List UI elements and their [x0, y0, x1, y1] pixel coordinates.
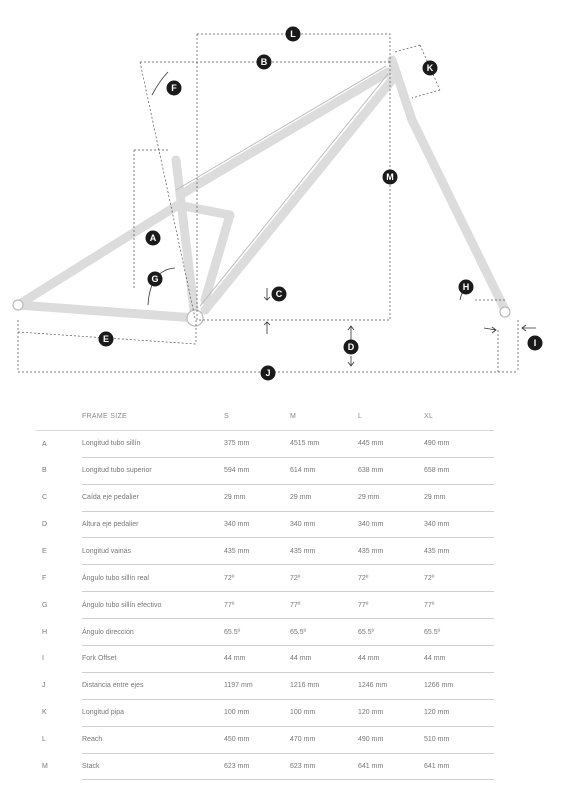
- label-f-badge: [167, 81, 182, 96]
- bb-height-arrow-bottom: [348, 356, 354, 366]
- row-measure-name: Fork Offset: [82, 646, 224, 673]
- top-tube: [180, 72, 388, 195]
- label-g-badge: [148, 272, 163, 287]
- offset-arrow-left: [484, 327, 496, 333]
- header-size-xl: XL: [424, 404, 494, 430]
- row-value-m: 614 mm: [290, 457, 358, 484]
- svg-text:G: G: [151, 274, 159, 284]
- row-letter: H: [42, 628, 48, 636]
- row-value-m: 44 mm: [290, 646, 358, 673]
- label-j-badge: [261, 366, 276, 381]
- row-value-m: 65.5º: [290, 619, 358, 646]
- bike-frame-geometry-diagram: [0, 0, 569, 390]
- label-l-badge: [286, 27, 301, 42]
- table-header-row: [36, 404, 494, 430]
- row-value-l: 65.5º: [358, 619, 424, 646]
- row-value-s: 65.5º: [224, 619, 290, 646]
- svg-text:B: B: [260, 57, 268, 67]
- row-value-xl: 641 mm: [424, 753, 494, 780]
- row-letter: J: [42, 682, 46, 690]
- row-letter: F: [42, 574, 47, 582]
- row-measure-name: Distancia entre ejes: [82, 672, 224, 699]
- header-letter-column: [36, 404, 82, 430]
- row-measure-name: Longitud pipa: [82, 699, 224, 726]
- row-value-l: 638 mm: [358, 457, 424, 484]
- row-value-s: 623 mm: [224, 753, 290, 780]
- dimension-arrows: [148, 72, 536, 366]
- table-row: [36, 672, 494, 699]
- down-tube-outline: [200, 74, 388, 306]
- table-row: [36, 699, 494, 726]
- row-value-m: 340 mm: [290, 511, 358, 538]
- row-value-s: 450 mm: [224, 726, 290, 753]
- row-letter: D: [42, 521, 48, 528]
- row-value-m: 4515 mm: [290, 430, 358, 457]
- front-axle: [500, 307, 510, 317]
- label-k-badge: [423, 61, 438, 76]
- row-value-xl: 44 mm: [424, 646, 494, 673]
- row-value-s: 375 mm: [224, 430, 290, 457]
- svg-text:D: D: [347, 342, 355, 352]
- row-value-xl: 435 mm: [424, 538, 494, 565]
- row-value-s: 72º: [224, 565, 290, 592]
- row-measure-name: Ángulo tubo sillín efectivo: [82, 592, 224, 619]
- geometry-table: [36, 404, 494, 780]
- row-measure-name: Ángulo tubo sillín real: [82, 565, 224, 592]
- table-row: [36, 538, 494, 565]
- row-value-s: 340 mm: [224, 511, 290, 538]
- rear-axle: [13, 300, 23, 310]
- row-letter: M: [42, 763, 48, 771]
- table-row: [36, 457, 494, 484]
- label-e-badge: [99, 332, 114, 347]
- row-value-m: 77º: [290, 592, 358, 619]
- seat-angle-arrow: [152, 72, 168, 95]
- dimension-lines: [18, 34, 518, 372]
- row-letter: K: [42, 709, 47, 717]
- svg-text:K: K: [426, 63, 434, 73]
- row-value-xl: 1266 mm: [424, 672, 494, 699]
- bb-height-arrow-top: [348, 326, 354, 340]
- svg-text:C: C: [275, 289, 283, 299]
- svg-text:E: E: [102, 334, 110, 344]
- row-value-xl: 658 mm: [424, 457, 494, 484]
- row-measure-name: Ángulo dirección: [82, 619, 224, 646]
- table-row: [36, 753, 494, 780]
- table-row: [36, 619, 494, 646]
- row-letter: C: [42, 494, 48, 502]
- fork: [412, 120, 505, 310]
- row-value-s: 44 mm: [224, 646, 290, 673]
- label-a-badge: [146, 231, 161, 246]
- row-value-xl: 77º: [424, 592, 494, 619]
- head-tube: [392, 60, 412, 120]
- row-value-s: 77º: [224, 592, 290, 619]
- header-frame-size: FRAME SIZE: [82, 404, 224, 430]
- seatstay: [18, 205, 178, 305]
- head-tube-bottom-line: [412, 90, 440, 98]
- table-row: [36, 484, 494, 511]
- row-value-s: 100 mm: [224, 699, 290, 726]
- row-measure-name: Caída eje pedalier: [82, 484, 224, 511]
- label-m-badge: [383, 170, 398, 185]
- row-measure-name: Reach: [82, 726, 224, 753]
- row-measure-name: Altura eje pedalier: [82, 511, 224, 538]
- label-h-badge: [459, 280, 474, 295]
- row-value-m: 470 mm: [290, 726, 358, 753]
- svg-text:J: J: [265, 368, 271, 378]
- svg-text:H: H: [462, 282, 470, 292]
- label-d-badge: [344, 340, 359, 355]
- bb-drop-arrow-bottom: [264, 322, 270, 334]
- row-value-l: 77º: [358, 592, 424, 619]
- row-value-xl: 510 mm: [424, 726, 494, 753]
- row-value-s: 1197 mm: [224, 672, 290, 699]
- row-value-s: 435 mm: [224, 538, 290, 565]
- table-row: [36, 565, 494, 592]
- table-row: [36, 646, 494, 673]
- row-letter: I: [42, 655, 44, 663]
- table-row: [36, 592, 494, 619]
- header-size-l: L: [358, 404, 424, 430]
- head-tube-top-line: [395, 45, 420, 52]
- row-measure-name: Longitud tubo sillín: [82, 430, 224, 457]
- down-tube: [205, 80, 392, 310]
- row-value-xl: 72º: [424, 565, 494, 592]
- row-measure-name: Longitud vainas: [82, 538, 224, 565]
- row-value-xl: 340 mm: [424, 511, 494, 538]
- row-value-l: 120 mm: [358, 699, 424, 726]
- bike-frame: [13, 60, 510, 326]
- chainstay: [18, 305, 195, 318]
- table-row: [36, 430, 494, 457]
- row-value-l: 1246 mm: [358, 672, 424, 699]
- row-value-s: 594 mm: [224, 457, 290, 484]
- svg-text:A: A: [149, 233, 157, 243]
- row-value-l: 72º: [358, 565, 424, 592]
- geometry-table-body: [36, 430, 494, 780]
- bb-drop-arrow-top: [264, 288, 270, 300]
- offset-arrow-right: [522, 325, 536, 331]
- label-b-badge: [257, 55, 272, 70]
- row-value-l: 435 mm: [358, 538, 424, 565]
- row-value-l: 29 mm: [358, 484, 424, 511]
- header-size-m: M: [290, 404, 358, 430]
- svg-text:F: F: [171, 83, 177, 93]
- row-letter: A: [42, 440, 47, 448]
- svg-text:I: I: [533, 338, 537, 348]
- row-value-xl: 65.5º: [424, 619, 494, 646]
- row-value-l: 641 mm: [358, 753, 424, 780]
- svg-text:M: M: [386, 172, 394, 182]
- row-value-m: 72º: [290, 565, 358, 592]
- row-value-m: 435 mm: [290, 538, 358, 565]
- row-value-m: 29 mm: [290, 484, 358, 511]
- row-value-xl: 120 mm: [424, 699, 494, 726]
- table-row: [36, 511, 494, 538]
- row-value-l: 490 mm: [358, 726, 424, 753]
- row-value-m: 623 mm: [290, 753, 358, 780]
- row-letter: E: [42, 547, 47, 555]
- row-value-l: 445 mm: [358, 430, 424, 457]
- row-measure-name: Stack: [82, 753, 224, 780]
- row-value-xl: 29 mm: [424, 484, 494, 511]
- row-measure-name: Longitud tubo superior: [82, 457, 224, 484]
- row-value-s: 29 mm: [224, 484, 290, 511]
- table-row: [36, 726, 494, 753]
- label-i-badge: [528, 336, 543, 351]
- row-value-xl: 490 mm: [424, 430, 494, 457]
- row-value-m: 1216 mm: [290, 672, 358, 699]
- row-letter: B: [42, 467, 47, 475]
- label-c-badge: [272, 287, 287, 302]
- row-value-l: 340 mm: [358, 511, 424, 538]
- svg-text:L: L: [290, 29, 296, 39]
- row-value-l: 44 mm: [358, 646, 424, 673]
- row-letter: L: [42, 736, 46, 744]
- row-letter: G: [42, 601, 48, 609]
- header-size-s: S: [224, 404, 290, 430]
- row-value-m: 100 mm: [290, 699, 358, 726]
